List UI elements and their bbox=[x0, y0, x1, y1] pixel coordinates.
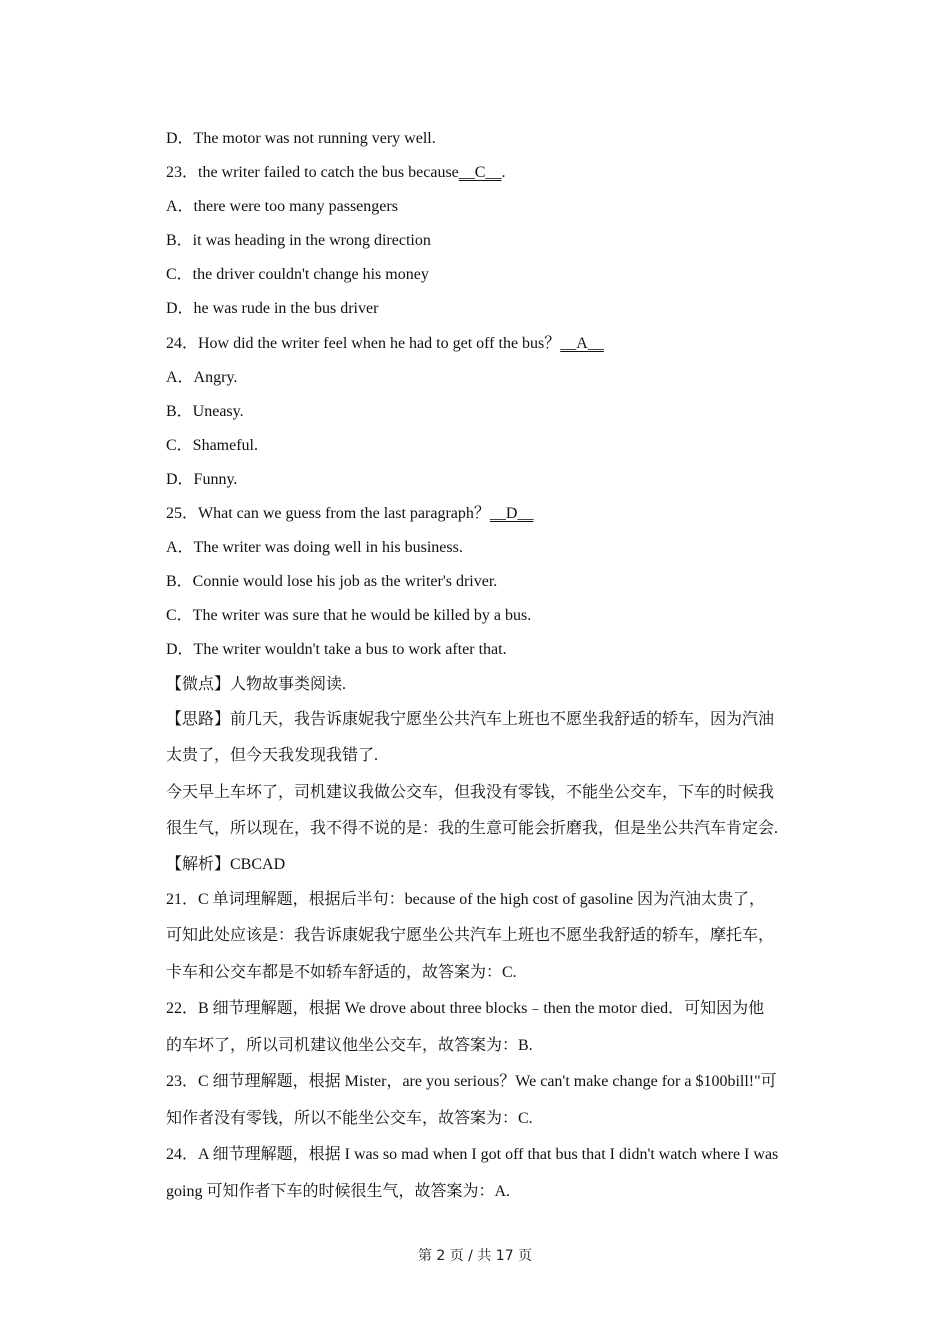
page-content bbox=[166, 122, 816, 1210]
q24-question bbox=[166, 327, 816, 361]
silu-line-2: 太贵了，但今天我发现我错了. bbox=[166, 747, 379, 765]
explanation-21-line-1: 21．C 单词理解题，根据后半句：because of the high cost of gasoline 因为汽油太贵了， bbox=[166, 890, 766, 908]
q23-option-b: B．it was heading in the wrong direction bbox=[166, 232, 431, 250]
q23-option-a: A．there were too many passengers bbox=[166, 198, 398, 216]
explanation-23-line-1: 23．C 细节理解题，根据 Mister，are you serious？We can't make change for a $100bill!"可 bbox=[166, 1073, 777, 1091]
q23-question bbox=[166, 156, 816, 190]
q22-option-d: D．The motor was not running very well. bbox=[166, 130, 436, 147]
q23-option-d: D．he was rude in the bus driver bbox=[166, 300, 379, 318]
q25-prefix: 25．What can we guess from the last paragraph？ bbox=[166, 505, 490, 523]
q24-option-a: A．Angry. bbox=[166, 368, 238, 386]
silu-line-1: 【思路】前几天，我告诉康妮我宁愿坐公共汽车上班也不愿坐我舒适的轿车，因为汽油 bbox=[166, 710, 775, 728]
q25-option-b: B．Connie would lose his job as the writer's driver. bbox=[166, 573, 498, 591]
q24-answer: __A__ bbox=[560, 334, 604, 352]
weidian-line: 【微点】人物故事类阅读. bbox=[166, 675, 347, 693]
explanation-22-line-1: 22．B 细节理解题，根据 We drove about three blocks﹣then the motor died．可知因为他 bbox=[166, 1000, 765, 1018]
q24-option-d: D．Funny. bbox=[166, 470, 238, 488]
q23-option-c: C．the driver couldn't change his money bbox=[166, 266, 429, 284]
q23-suffix: . bbox=[501, 164, 506, 182]
explanation-24-line-2: going 可知作者下车的时候很生气，故答案为：A. bbox=[166, 1182, 511, 1200]
q25-answer: __D__ bbox=[489, 505, 534, 523]
jiexi-line: 【解析】CBCAD bbox=[166, 855, 286, 873]
q23-prefix: 23．the writer failed to catch the bus because bbox=[166, 164, 459, 182]
q25-option-d: D．The writer wouldn't take a bus to work after that. bbox=[166, 641, 507, 659]
explanation-21-line-2: 可知此处应该是：我告诉康妮我宁愿坐公共汽车上班也不愿坐我舒适的轿车，摩托车， bbox=[166, 927, 775, 945]
silu-line-4: 很生气，所以现在，我不得不说的是：我的生意可能会折磨我，但是坐公共汽车肯定会. bbox=[166, 820, 779, 838]
q24-prefix: 24．How did the writer feel when he had to get off the bus？ bbox=[166, 334, 561, 352]
explanation-23-line-2: 知作者没有零钱，所以不能坐公交车，故答案为：C. bbox=[166, 1109, 533, 1127]
q23-answer: __C__ bbox=[458, 164, 502, 182]
q25-option-a: A．The writer was doing well in his business. bbox=[166, 539, 463, 557]
q25-question bbox=[166, 497, 816, 531]
explanation-22-line-2: 的车坏了，所以司机建议他坐公交车，故答案为：B. bbox=[166, 1036, 533, 1054]
q24-option-c: C．Shameful. bbox=[166, 436, 258, 454]
silu-line-3: 今天早上车坏了，司机建议我做公交车，但我没有零钱，不能坐公交车，下车的时候我 bbox=[166, 783, 775, 801]
page-footer: 第 2 页 / 共 17 页 bbox=[417, 1248, 533, 1264]
q24-option-b: B．Uneasy. bbox=[166, 402, 244, 420]
explanation-21-line-3: 卡车和公交车都是不如轿车舒适的，故答案为：C. bbox=[166, 963, 517, 981]
explanation-24-line-1: 24．A 细节理解题，根据 I was so mad when I got off that bus that I didn't watch where I was bbox=[166, 1146, 779, 1164]
q25-option-c: C．The writer was sure that he would be killed by a bus. bbox=[166, 607, 532, 625]
